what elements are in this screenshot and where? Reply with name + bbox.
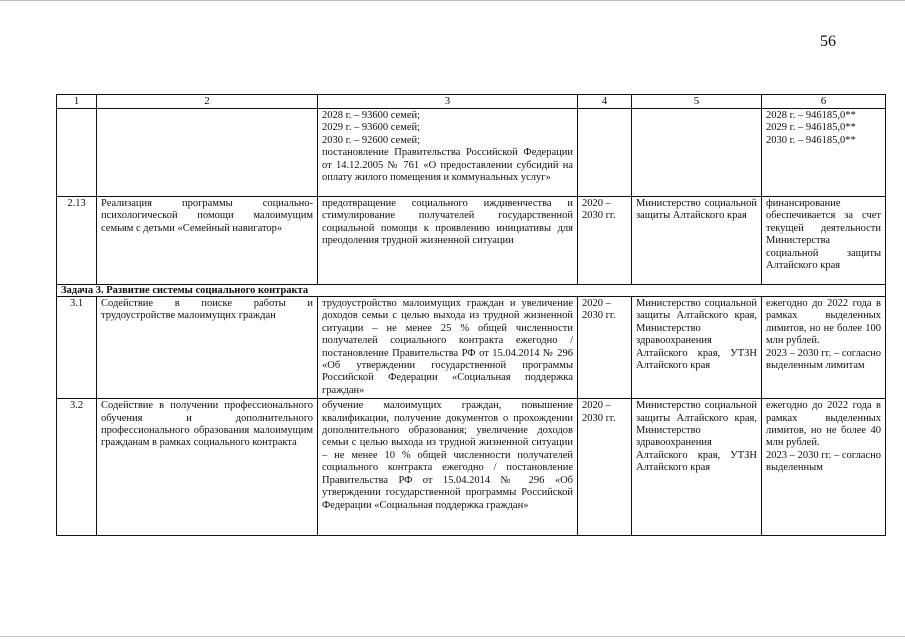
cell-period: 2020 – 2030 гг. [578, 297, 632, 399]
cell-num: 3.2 [57, 399, 97, 536]
cell-result: предотвращение социального иждивенчества и стимулирование получателей государственной социальной помощи к проявлению инициативы для преодоления трудной жизненной ситуации [318, 197, 578, 285]
cell-name: Реализация программы социально-психологической помощи малоимущим семьям с детьми «Семейный навигатор» [97, 197, 318, 285]
cell-result: обучение малоимущих граждан, повышение квалификации, получение документов о прохождении дополнительного образования; увеличение доходов семьи с целью выхода из трудной жизненной ситуации – не менее 10 % общей численности получателей социального контракта ежегодно / постановление Правительства РФ от 15.04.2014 № 296 «Об утверждении государственной программы Российской Федерации «Социальная поддержка граждан» [318, 399, 578, 536]
cell-num: 2.13 [57, 197, 97, 285]
cell-funding: ежегодно до 2022 года в рамках выделенных лимитов, но не более 100 млн рублей. 2023 – 2030 гг. – согласно выделенным лимитам [762, 297, 886, 399]
cell-name: Содействие в получении профессионального обучения и дополнительного профессионального образования малоимущим гражданам в рамках социального контракта [97, 399, 318, 536]
cell-funding: финансирование обеспечивается за счет текущей деятельности Министерства социальной защиты Алтайского края [762, 197, 886, 285]
table-row-2-13 [57, 197, 886, 285]
cell-result: 2028 г. – 93600 семей; 2029 г. – 93600 семей; 2030 г. – 92600 семей; постановление Правительства Российской Федерации от 14.12.2005 № 761 «О предоставлении субсидий на оплату жилого помещения и коммунальных услуг» [318, 109, 578, 197]
header-col-2: 2 [97, 95, 318, 109]
cell-num [57, 109, 97, 197]
cell-executor: Министерство социальной защиты Алтайского края, Министерство здравоохранения Алтайского края, УТЗН Алтайского края [632, 297, 762, 399]
header-col-3: 3 [318, 95, 578, 109]
cell-funding: 2028 г. – 946185,0** 2029 г. – 946185,0** 2030 г. – 946185,0** [762, 109, 886, 197]
table-header-row [57, 95, 886, 109]
cell-period: 2020 – 2030 гг. [578, 399, 632, 536]
cell-name: Содействие в поиске работы и трудоустройстве малоимущих граждан [97, 297, 318, 399]
header-col-1: 1 [57, 95, 97, 109]
scan-edge-bottom [0, 636, 905, 637]
cell-executor [632, 109, 762, 197]
cell-funding: ежегодно до 2022 года в рамках выделенных лимитов, но не более 40 млн рублей. 2023 – 2030 гг. – согласно выделенным [762, 399, 886, 536]
cell-result: трудоустройство малоимущих граждан и увеличение доходов семьи с целью выхода из трудной жизненной ситуации – не менее 25 % общей численности получателей социального контракта ежегодно / постановление Правительства РФ от 15.04.2014 № 296 «Об утверждении государственной программы Российской Федерации «Социальная поддержка граждан» [318, 297, 578, 399]
header-col-5: 5 [632, 95, 762, 109]
page-number: 56 [820, 33, 836, 50]
cell-name [97, 109, 318, 197]
task-row [57, 285, 886, 297]
cell-period [578, 109, 632, 197]
table-row-3-2 [57, 399, 886, 536]
table-row-continuation [57, 109, 886, 197]
cell-executor: Министерство социальной защиты Алтайского края [632, 197, 762, 285]
cell-executor: Министерство социальной защиты Алтайского края, Министерство здравоохранения Алтайского края, УТЗН Алтайского края [632, 399, 762, 536]
scan-edge-top [0, 0, 905, 1]
cell-period: 2020 – 2030 гг. [578, 197, 632, 285]
plan-table [56, 94, 886, 536]
header-col-6: 6 [762, 95, 886, 109]
table-row-3-1 [57, 297, 886, 399]
task-heading: Задача 3. Развитие системы социального контракта [57, 285, 886, 297]
header-col-4: 4 [578, 95, 632, 109]
cell-num: 3.1 [57, 297, 97, 399]
